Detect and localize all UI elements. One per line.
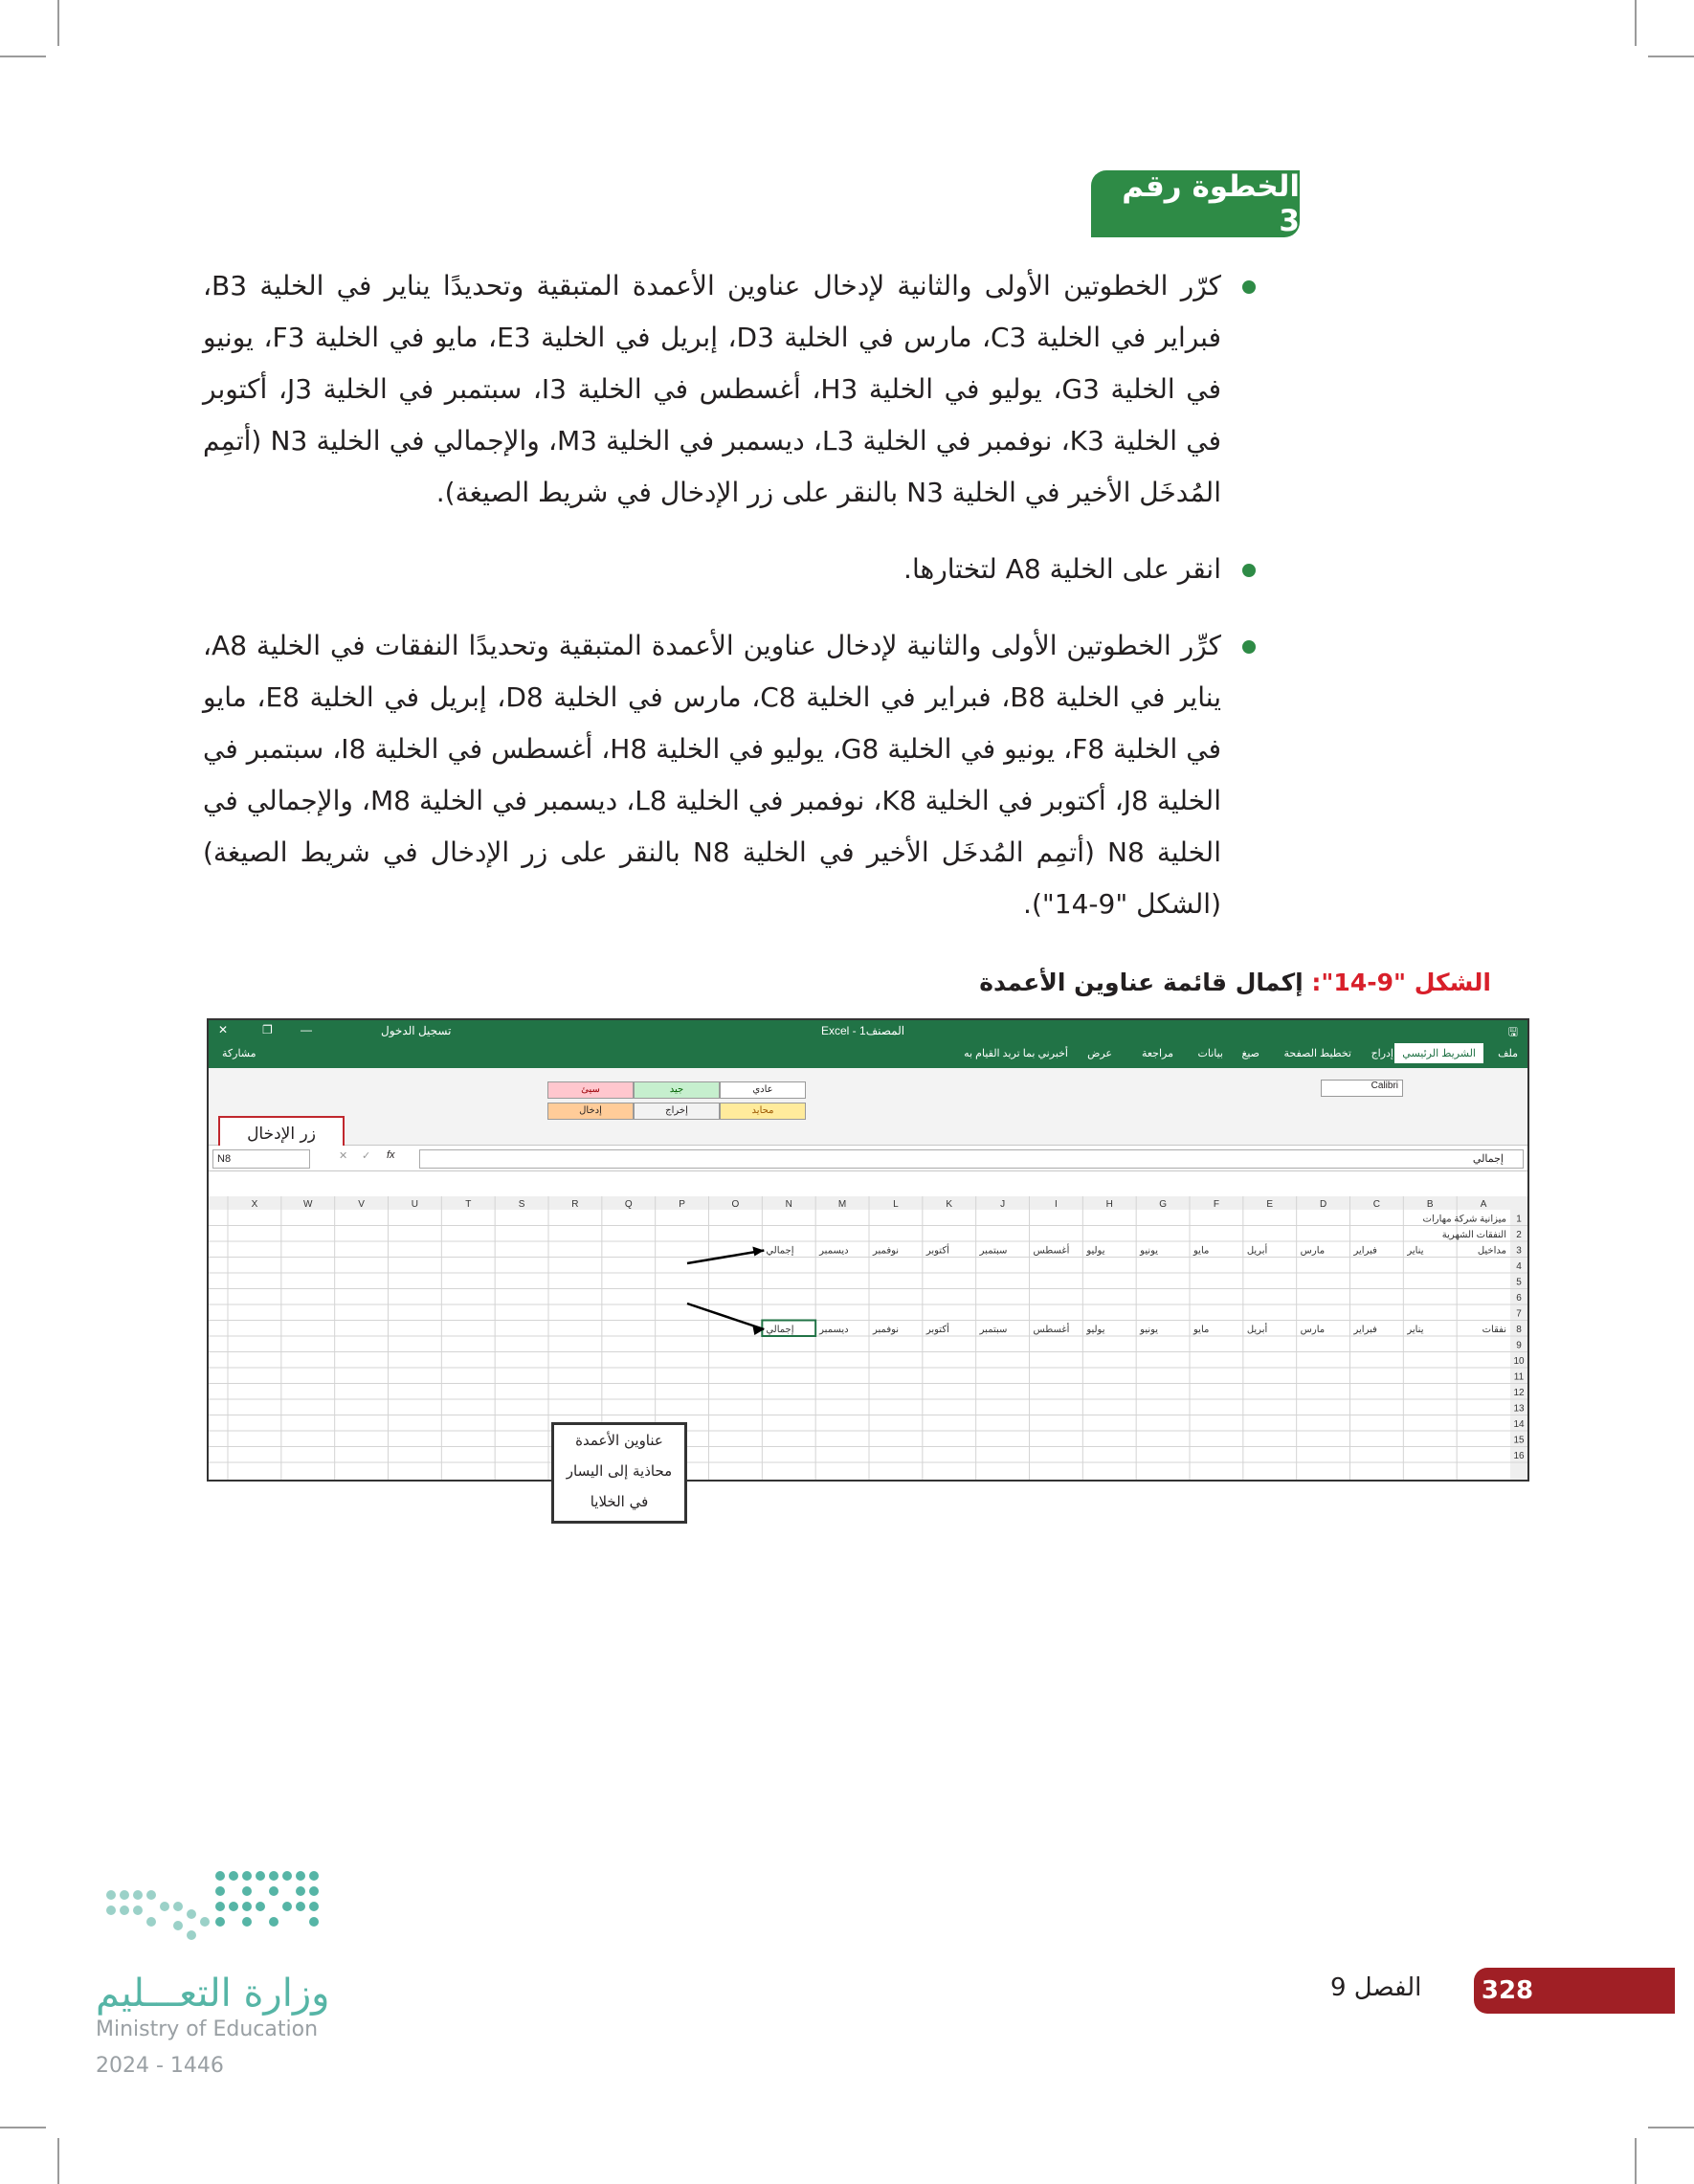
cell-a3: مداخيل — [1477, 1245, 1506, 1257]
month-header-row3: ديسمبر — [819, 1245, 849, 1257]
row-header: 8 — [1516, 1325, 1522, 1335]
crop-mark — [1648, 2127, 1694, 2128]
function-icon[interactable]: fx — [387, 1149, 395, 1161]
month-header-row8: يونيو — [1140, 1325, 1159, 1335]
crop-mark — [1648, 56, 1694, 57]
column-header: B — [1426, 1199, 1434, 1210]
bullet-text: انقر على الخلية A8 لتختارها. — [903, 553, 1221, 585]
crop-mark — [57, 0, 59, 46]
figure-number: الشكل "9-14": — [1311, 969, 1491, 996]
signin-link[interactable]: تسجيل الدخول — [381, 1024, 452, 1037]
bullet-item — [203, 544, 1256, 595]
tab-formulas[interactable]: صيغ — [1241, 1048, 1259, 1059]
share-button[interactable]: مشاركة — [222, 1048, 256, 1059]
month-header-row8: نوفمبر — [873, 1325, 900, 1335]
row-header: 2 — [1516, 1230, 1522, 1240]
enter-button-callout: زر الإدخال — [218, 1116, 345, 1152]
crop-mark — [0, 56, 46, 57]
month-header-row3: نوفمبر — [873, 1245, 900, 1257]
cell-a1: ميزانية شركة مهارات — [1422, 1214, 1506, 1225]
crop-mark — [1635, 2138, 1637, 2184]
callout-line: في الخلايا — [590, 1493, 649, 1510]
month-header-row3: أغسطس — [1033, 1245, 1070, 1257]
callout-line: محاذية إلى اليسار — [566, 1462, 673, 1480]
tab-file[interactable]: ملف — [1498, 1048, 1518, 1059]
month-header-row8: مارس — [1300, 1325, 1326, 1335]
close-icon[interactable]: ✕ — [218, 1023, 229, 1036]
page-number: 328 — [1481, 1976, 1534, 2005]
row-header: 11 — [1513, 1371, 1525, 1383]
column-header: N — [785, 1199, 792, 1210]
callout-line: عناوين الأعمدة — [575, 1432, 663, 1449]
month-header-row3: إجمالي — [766, 1245, 794, 1257]
column-header: L — [893, 1199, 899, 1210]
ministry-year: 2024 - 1446 — [96, 2054, 224, 2078]
bullet-icon — [1242, 564, 1256, 577]
formula-bar — [209, 1146, 1527, 1171]
month-header-row8: ديسمبر — [819, 1325, 849, 1335]
month-header-row8: أغسطس — [1033, 1325, 1070, 1335]
month-header-row3: سبتمبر — [979, 1245, 1008, 1257]
formula-input[interactable]: إجمالي — [419, 1149, 1524, 1169]
column-header: C — [1372, 1199, 1381, 1210]
figure-caption — [979, 969, 1491, 996]
tab-page-layout[interactable]: تخطيط الصفحة — [1283, 1048, 1351, 1059]
tab-insert[interactable]: إدراج — [1371, 1048, 1393, 1059]
row-header: 1 — [1516, 1214, 1522, 1225]
month-header-row3: أبريل — [1246, 1245, 1268, 1257]
month-header-row8: أبريل — [1246, 1325, 1268, 1335]
style-output[interactable]: إخراج — [634, 1103, 720, 1120]
figure-title: إكمال قائمة عناوين الأعمدة — [979, 969, 1312, 996]
grid-lines — [209, 1196, 1527, 1480]
column-header: A — [1480, 1199, 1487, 1210]
row-header: 10 — [1513, 1356, 1525, 1367]
chapter-label: الفصل 9 — [1330, 1973, 1422, 2002]
tab-review[interactable]: مراجعة — [1141, 1048, 1173, 1059]
bullet-icon — [1242, 280, 1256, 294]
row-header: 14 — [1513, 1419, 1525, 1430]
row-header: 4 — [1516, 1261, 1522, 1272]
row-header: 3 — [1516, 1245, 1522, 1257]
column-header: T — [465, 1199, 472, 1210]
tab-data[interactable]: بيانات — [1197, 1048, 1223, 1059]
month-header-row8: مايو — [1193, 1325, 1210, 1335]
cell-a8: نفقات — [1482, 1325, 1506, 1335]
ministry-name-english: Ministry of Education — [96, 2017, 319, 2041]
row-header: 7 — [1516, 1308, 1522, 1320]
page-number-tab — [1474, 1968, 1675, 2014]
row-header: 15 — [1513, 1435, 1525, 1446]
column-header: H — [1105, 1199, 1113, 1210]
cell-a2: النفقات الشهرية — [1441, 1230, 1506, 1240]
worksheet-grid[interactable] — [209, 1196, 1527, 1510]
ministry-logo-icon — [96, 1866, 335, 1981]
column-header: O — [731, 1199, 740, 1210]
column-header: P — [679, 1199, 685, 1210]
row-header: 13 — [1513, 1403, 1525, 1415]
restore-icon[interactable]: ❐ — [262, 1023, 273, 1036]
bullet-text: كرّر الخطوتين الأولى والثانية لإدخال عناوين الأعمدة المتبقية وتحديدًا يناير في الخلية B3، فبراير في الخلية C3، مارس في الخلية D3، إبريل في الخلية E3، مايو في الخلية F3، يونيو في الخلية G3، يوليو في الخلية H3، أغسطس في الخلية I3، سبتمبر في الخلية J3، أكتوبر في الخلية K3، نوفمبر في الخلية L3، ديسمبر في الخلية M3، والإجمالي في الخلية N3 (أتمِم المُدخَل الأخير في الخلية N3 بالنقر على زر الإدخال في شريط الصيغة). — [203, 270, 1222, 508]
month-header-row8: إجمالي — [766, 1325, 794, 1335]
column-headers-callout — [551, 1422, 687, 1524]
month-header-row8: سبتمبر — [979, 1325, 1008, 1335]
ribbon-tabs — [209, 1041, 1527, 1068]
month-header-row3: فبراير — [1353, 1245, 1377, 1257]
style-bad[interactable]: سيئ — [547, 1081, 634, 1099]
crop-mark — [1635, 0, 1637, 46]
row-header: 6 — [1516, 1293, 1522, 1304]
row-header: 16 — [1513, 1451, 1525, 1461]
bullet-icon — [1242, 640, 1256, 654]
ministry-name-arabic: وزارة التعـــليم — [96, 1972, 330, 2016]
row-header: 9 — [1516, 1340, 1522, 1351]
style-neutral[interactable]: محايد — [720, 1103, 806, 1120]
month-header-row3: مارس — [1300, 1245, 1326, 1257]
row-header: 12 — [1513, 1388, 1525, 1398]
month-header-row3: يونيو — [1140, 1245, 1159, 1257]
column-header: F — [1213, 1199, 1219, 1210]
step-badge: الخطوة رقم 3 — [1091, 170, 1300, 237]
month-header-row8: يوليو — [1086, 1325, 1105, 1335]
window-title: Excel - المصنف1 — [821, 1024, 905, 1037]
style-input[interactable]: إدخال — [547, 1103, 634, 1120]
column-header: R — [571, 1199, 579, 1210]
month-header-row3: أكتوبر — [925, 1245, 949, 1257]
column-header: U — [411, 1199, 419, 1210]
column-header: I — [1055, 1199, 1058, 1210]
style-normal[interactable]: عادي — [720, 1081, 806, 1099]
enter-check-icon[interactable]: ✓ — [362, 1150, 371, 1162]
column-header: E — [1266, 1199, 1274, 1210]
excel-titlebar — [209, 1020, 1527, 1041]
cancel-icon[interactable]: ✕ — [339, 1150, 348, 1162]
bullet-item — [203, 260, 1256, 519]
row-header: 5 — [1516, 1277, 1522, 1288]
month-header-row8: يناير — [1407, 1325, 1424, 1335]
column-header: W — [303, 1199, 313, 1210]
month-header-row3: مايو — [1193, 1245, 1210, 1257]
excel-screenshot — [207, 1018, 1529, 1510]
tab-view[interactable]: عرض — [1087, 1048, 1112, 1059]
month-header-row3: يناير — [1407, 1245, 1424, 1257]
column-header: Q — [624, 1199, 633, 1210]
column-header: M — [837, 1199, 847, 1210]
style-good[interactable]: جيد — [634, 1081, 720, 1099]
column-header-bar — [209, 1196, 1527, 1210]
tell-me-search[interactable]: أخبرني بما تريد القيام به — [964, 1048, 1068, 1059]
tab-home[interactable]: الشريط الرئيسي — [1394, 1043, 1483, 1063]
column-header: X — [251, 1199, 258, 1210]
bullet-item — [203, 620, 1256, 930]
column-header: J — [1000, 1199, 1006, 1210]
save-icon[interactable]: 🖫 — [1507, 1025, 1518, 1038]
column-header: V — [358, 1199, 365, 1210]
ribbon — [209, 1068, 1527, 1146]
font-name-select[interactable]: Calibri — [1321, 1080, 1403, 1097]
month-header-row8: أكتوبر — [925, 1325, 949, 1335]
instructions — [203, 260, 1256, 955]
crop-mark — [0, 2127, 46, 2128]
crop-mark — [57, 2138, 59, 2184]
arrow — [687, 1304, 764, 1329]
month-header-row3: يوليو — [1086, 1245, 1105, 1257]
column-header: K — [946, 1199, 953, 1210]
minimize-icon[interactable]: — — [301, 1023, 312, 1036]
month-header-row8: فبراير — [1353, 1325, 1377, 1335]
column-header: D — [1319, 1199, 1327, 1210]
name-box[interactable]: N8 — [212, 1149, 310, 1169]
bullet-text: كرِّر الخطوتين الأولى والثانية لإدخال عناوين الأعمدة المتبقية وتحديدًا النفقات في الخلية A8، يناير في الخلية B8، فبراير في الخلية C8، مارس في الخلية D8، إبريل في الخلية E8، مايو في الخلية F8، يونيو في الخلية G8، يوليو في الخلية H8، أغسطس في الخلية I8، سبتمبر في الخلية J8، أكتوبر في الخلية K8، نوفمبر في الخلية L8، ديسمبر في الخلية M8، والإجمالي في الخلية N8 (أتمِم المُدخَل الأخير في الخلية N8 بالنقر على زر الإدخال في شريط الصيغة) (الشكل "9-14"). — [203, 630, 1221, 920]
column-header: G — [1159, 1199, 1167, 1210]
column-header: S — [518, 1199, 525, 1210]
